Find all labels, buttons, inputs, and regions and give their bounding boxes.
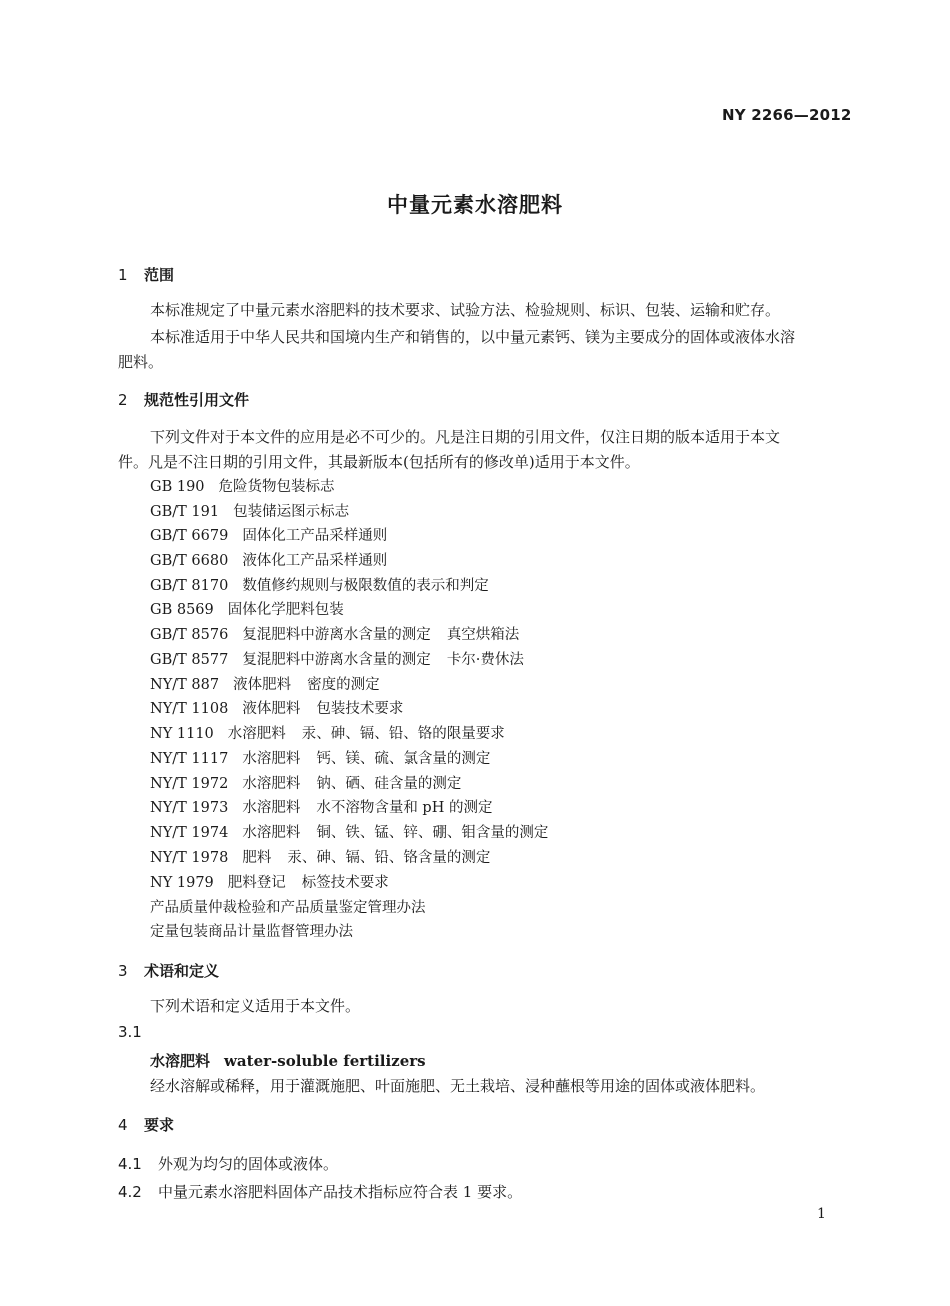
reference-item: GB 190 危险货物包装标志 (150, 479, 335, 495)
reference-item: NY/T 1117 水溶肥料 钙、镁、硫、氯含量的测定 (150, 751, 491, 767)
reference-item: 产品质量仲裁检验和产品质量鉴定管理办法 (150, 900, 426, 916)
section-title: 规范性引用文件 (144, 391, 250, 409)
reference-item: GB/T 8576 复混肥料中游离水含量的测定 真空烘箱法 (150, 627, 520, 643)
document-title: 中量元素水溶肥料 (387, 193, 563, 217)
section-number: 3 (118, 962, 128, 980)
term-definition: 经水溶解或稀释，用于灌溉施肥、叶面施肥、无土栽培、浸种蘸根等用途的固体或液体肥料。 (150, 1077, 766, 1095)
standard-code: NY 2266—2012 (722, 106, 852, 124)
paragraph-continuation: 肥料。 (118, 353, 164, 371)
section-title: 范围 (144, 266, 175, 284)
reference-item: NY 1979 肥料登记 标签技术要求 (150, 875, 389, 891)
subsection-number: 3.1 (118, 1023, 142, 1041)
reference-item: NY/T 887 液体肥料 密度的测定 (150, 677, 380, 693)
reference-item: GB/T 8577 复混肥料中游离水含量的测定 卡尔·费休法 (150, 652, 524, 668)
clause-4-1: 4.1 外观为均匀的固体或液体。 (118, 1155, 339, 1173)
section-3-heading (118, 960, 219, 981)
paragraph: 下列术语和定义适用于本文件。 (150, 997, 361, 1015)
section-title: 术语和定义 (144, 962, 220, 980)
reference-item: GB/T 6680 液体化工产品采样通则 (150, 553, 388, 569)
section-number: 1 (118, 266, 128, 284)
section-number: 2 (118, 391, 128, 409)
reference-item: NY/T 1973 水溶肥料 水不溶物含量和 pH 的测定 (150, 800, 493, 816)
section-title: 要求 (144, 1116, 175, 1134)
reference-item: GB/T 8170 数值修约规则与极限数值的表示和判定 (150, 578, 489, 594)
section-2-heading (118, 389, 249, 410)
term-chinese: 水溶肥料 (150, 1052, 211, 1070)
paragraph: 本标准适用于中华人民共和国境内生产和销售的，以中量元素钙、镁为主要成分的固体或液体水溶 (150, 328, 796, 346)
term-english: water-soluble fertilizers (224, 1052, 426, 1070)
reference-item: GB/T 6679 固体化工产品采样通则 (150, 528, 388, 544)
term-heading (150, 1050, 426, 1071)
clause-4-2: 4.2 中量元素水溶肥料固体产品技术指标应符合表 1 要求。 (118, 1183, 523, 1201)
reference-item: NY 1110 水溶肥料 汞、砷、镉、铅、铬的限量要求 (150, 726, 505, 742)
page-number: 1 (817, 1206, 826, 1222)
section-1-heading (118, 264, 174, 285)
section-4-heading (118, 1114, 174, 1135)
reference-item: NY/T 1108 液体肥料 包装技术要求 (150, 701, 404, 717)
paragraph: 本标准规定了中量元素水溶肥料的技术要求、试验方法、检验规则、标识、包装、运输和贮存。 (150, 301, 781, 319)
reference-item: NY/T 1978 肥料 汞、砷、镉、铅、铬含量的测定 (150, 850, 491, 866)
reference-item: 定量包装商品计量监督管理办法 (150, 924, 353, 940)
section-number: 4 (118, 1116, 128, 1134)
reference-item: NY/T 1974 水溶肥料 铜、铁、锰、锌、硼、钼含量的测定 (150, 825, 549, 841)
reference-item: GB/T 191 包装储运图示标志 (150, 504, 350, 520)
paragraph-continuation: 件。凡是不注日期的引用文件，其最新版本(包括所有的修改单)适用于本文件。 (118, 453, 640, 471)
reference-item: NY/T 1972 水溶肥料 钠、硒、硅含量的测定 (150, 776, 462, 792)
reference-item: GB 8569 固体化学肥料包装 (150, 602, 344, 618)
paragraph: 下列文件对于本文件的应用是必不可少的。凡是注日期的引用文件，仅注日期的版本适用于本文 (150, 428, 781, 446)
